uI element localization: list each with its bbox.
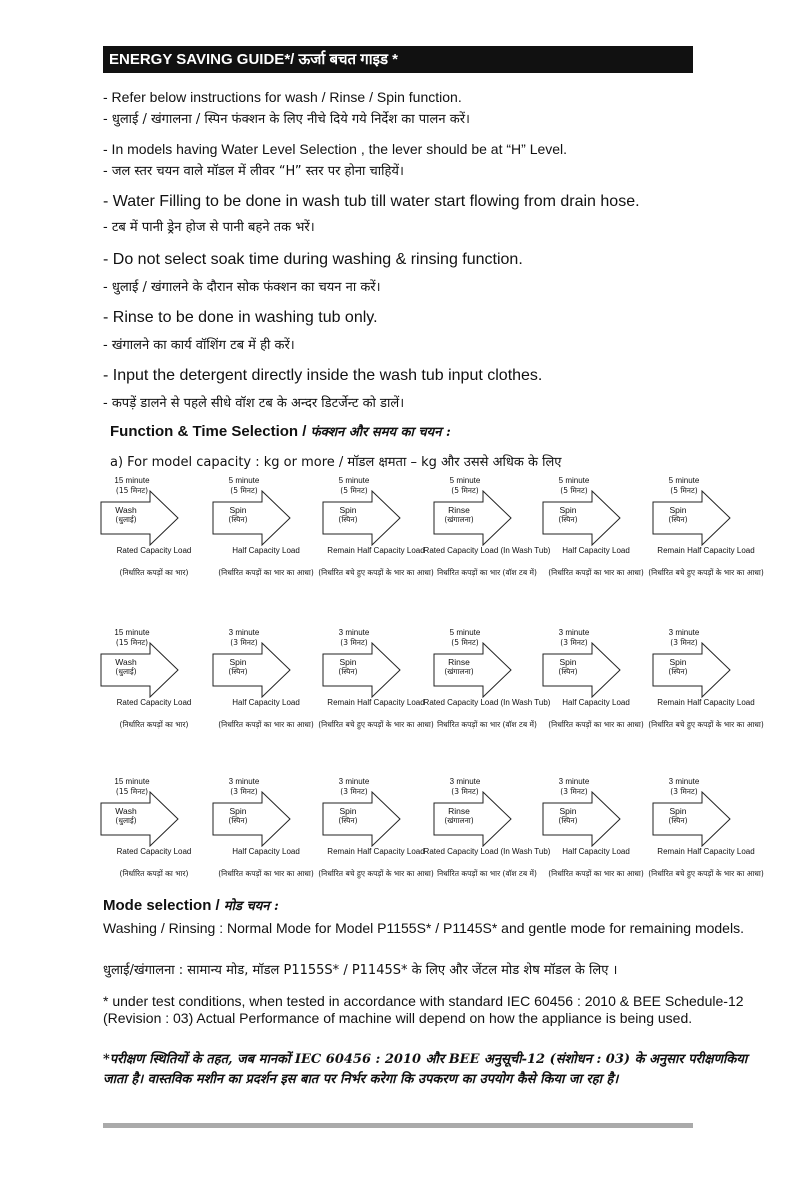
step-time-hi: (3 मिनट) xyxy=(230,787,258,796)
function-step-cell xyxy=(100,777,206,907)
step-load-hi: (निर्धारित बचे हुए कपड़ों के भार का आधा) xyxy=(318,869,434,878)
step-function-en: Spin xyxy=(559,505,577,515)
instruction-3-en: - Water Filling to be done in wash tub till water start flowing from drain hose. xyxy=(103,193,640,210)
step-function-hi: (स्पिन) xyxy=(558,515,578,524)
step-load-en: Remain Half Capacity Load xyxy=(327,847,425,856)
function-section-title xyxy=(110,422,451,440)
step-time-en: 3 minute xyxy=(228,777,260,786)
function-step-cell xyxy=(318,476,434,606)
step-function-hi: (धुलाई) xyxy=(115,667,137,676)
step-load-en: Remain Half Capacity Load xyxy=(657,847,755,856)
step-time-en: 3 minute xyxy=(668,628,700,637)
step-function-hi: (खंगालना) xyxy=(444,515,474,524)
capacity-line-text: a) For model capacity : kg or more / मॉडल क्षमता – kg और उससे अधिक के लिए xyxy=(110,455,562,470)
function-step-cell xyxy=(542,777,648,907)
step-load-hi: (निर्धारित बचे हुए कपड़ों के भार का आधा) xyxy=(318,720,434,729)
instruction-4-en: - Do not select soak time during washing & rinsing function. xyxy=(103,251,523,268)
step-time-en: 15 minute xyxy=(114,777,150,786)
step-function-hi: (स्पिन) xyxy=(338,667,358,676)
function-step-cell xyxy=(212,476,318,606)
function-step-cell xyxy=(212,777,318,907)
function-step-cell xyxy=(542,476,648,606)
step-load-en: Remain Half Capacity Load xyxy=(327,546,425,555)
step-function-hi: (धुलाई) xyxy=(115,816,137,825)
step-time-en: 3 minute xyxy=(338,628,370,637)
step-time-hi: (15 मिनट) xyxy=(115,486,149,495)
step-function-en: Spin xyxy=(339,505,357,515)
instruction-6-hi: - कपड़ें डालने से पहले सीधे वॉश टब के अन्दर डिटर्जेन्ट को डालें। xyxy=(103,396,405,411)
step-function-hi: (स्पिन) xyxy=(558,667,578,676)
step-time-en: 5 minute xyxy=(668,476,700,485)
mode-section-title xyxy=(103,896,279,914)
function-title-hi: फंक्शन और समय का चयन : xyxy=(310,425,451,440)
function-step-cell xyxy=(318,777,434,907)
step-time-hi: (5 मिनट) xyxy=(340,486,368,495)
step-load-hi: (निर्धारित बचे हुए कपड़ों के भार का आधा) xyxy=(648,720,764,729)
mode-text-hi: धुलाई/खंगालना : सामान्य मोड, मॉडल P1155S* / P1145S* के लिए और जेंटल मोड शेष मॉडल के लिए । xyxy=(103,963,618,978)
function-step-cell xyxy=(100,476,206,606)
instruction-5-en: - Rinse to be done in washing tub only. xyxy=(103,309,378,326)
step-function-en: Spin xyxy=(669,657,687,667)
step-time-en: 5 minute xyxy=(449,628,481,637)
instruction-2-hi: - जल स्तर चयन वाले मॉडल में लीवर “H” स्तर पर होना चाहियें। xyxy=(103,164,404,179)
function-step-cell xyxy=(318,628,434,758)
step-load-hi: (निर्धारित कपड़ों का भार का आधा) xyxy=(548,568,644,577)
step-function-en: Rinse xyxy=(448,657,470,667)
step-time-hi: (15 मिनट) xyxy=(115,787,149,796)
step-function-en: Spin xyxy=(559,806,577,816)
step-load-en: Rated Capacity Load (In Wash Tub) xyxy=(423,698,551,707)
instruction-4-hi: - धुलाई / खंगालने के दौरान सोक फंक्शन का चयन ना करें। xyxy=(103,280,381,295)
step-load-hi: निर्धारित कपड़ों का भार (वॉश टब में) xyxy=(437,720,537,729)
step-time-en: 3 minute xyxy=(338,777,370,786)
step-load-hi: (निर्धारित बचे हुए कपड़ों के भार का आधा) xyxy=(648,568,764,577)
step-function-hi: (स्पिन) xyxy=(228,515,248,524)
step-time-hi: (3 मिनट) xyxy=(230,638,258,647)
step-function-hi: (खंगालना) xyxy=(444,667,474,676)
step-time-hi: (3 मिनट) xyxy=(670,787,698,796)
step-time-en: 5 minute xyxy=(338,476,370,485)
step-function-hi: (स्पिन) xyxy=(668,667,688,676)
step-load-en: Half Capacity Load xyxy=(562,698,630,707)
step-load-hi: निर्धारित कपड़ों का भार (वॉश टब में) xyxy=(437,869,537,878)
step-load-hi: (निर्धारित कपड़ों का भार का आधा) xyxy=(218,869,314,878)
step-function-hi: (स्पिन) xyxy=(338,816,358,825)
step-function-en: Spin xyxy=(339,806,357,816)
step-time-hi: (3 मिनट) xyxy=(340,787,368,796)
instruction-2-en: - In models having Water Level Selection , the lever should be at “H” Level. xyxy=(103,141,568,157)
instruction-6-en: - Input the detergent directly inside the wash tub input clothes. xyxy=(103,367,543,384)
step-function-en: Spin xyxy=(559,657,577,667)
function-step-cell xyxy=(423,476,551,606)
mode-title-en: Mode selection / xyxy=(103,897,224,914)
step-function-hi: (स्पिन) xyxy=(228,667,248,676)
step-function-hi: (स्पिन) xyxy=(668,515,688,524)
step-load-en: Rated Capacity Load xyxy=(116,698,192,707)
step-load-en: Rated Capacity Load (In Wash Tub) xyxy=(423,546,551,555)
instruction-1-hi: - धुलाई / खंगालना / स्पिन फंक्शन के लिए नीचे दिये गये निर्देश का पालन करें। xyxy=(103,112,470,127)
step-load-hi: (निर्धारित बचे हुए कपड़ों के भार का आधा) xyxy=(648,869,764,878)
step-load-en: Remain Half Capacity Load xyxy=(327,698,425,707)
step-function-en: Spin xyxy=(229,505,247,515)
function-step-cell xyxy=(100,628,206,758)
test-note-en: * under test conditions, when tested in accordance with standard IEC 60456 : 2010 & BEE Schedule-12 (Revision : 03) Actual Performance of machine will depend on how the appliance is being used. xyxy=(103,993,744,1026)
function-step-cell xyxy=(542,628,648,758)
mode-text-en: Washing / Rinsing : Normal Mode for Model P1155S* / P1145S* and gentle mode for remaining models. xyxy=(103,920,744,936)
step-function-en: Spin xyxy=(229,806,247,816)
step-load-hi: (निर्धारित बचे हुए कपड़ों के भार का आधा) xyxy=(318,568,434,577)
step-load-hi: (निर्धारित कपड़ों का भार) xyxy=(119,720,189,729)
step-load-en: Half Capacity Load xyxy=(232,698,300,707)
step-time-en: 5 minute xyxy=(228,476,260,485)
step-time-hi: (3 मिनट) xyxy=(560,638,588,647)
step-function-en: Spin xyxy=(669,806,687,816)
step-load-en: Rated Capacity Load xyxy=(116,847,192,856)
step-time-en: 3 minute xyxy=(668,777,700,786)
step-function-en: Rinse xyxy=(448,505,470,515)
step-time-en: 3 minute xyxy=(449,777,481,786)
step-load-en: Remain Half Capacity Load xyxy=(657,546,755,555)
step-time-en: 5 minute xyxy=(449,476,481,485)
step-function-en: Rinse xyxy=(448,806,470,816)
step-load-en: Half Capacity Load xyxy=(232,847,300,856)
step-load-hi: (निर्धारित कपड़ों का भार) xyxy=(119,869,189,878)
function-step-cell xyxy=(423,628,551,758)
step-function-en: Wash xyxy=(115,657,137,667)
step-time-en: 3 minute xyxy=(228,628,260,637)
step-load-en: Rated Capacity Load xyxy=(116,546,192,555)
step-function-hi: (धुलाई) xyxy=(115,515,137,524)
step-time-en: 3 minute xyxy=(558,628,590,637)
step-time-hi: (15 मिनट) xyxy=(115,638,149,647)
step-time-hi: (3 मिनट) xyxy=(560,787,588,796)
function-step-cell xyxy=(648,628,764,758)
step-time-en: 5 minute xyxy=(558,476,590,485)
step-load-en: Half Capacity Load xyxy=(232,546,300,555)
capacity-line xyxy=(110,452,561,470)
page-header: ENERGY SAVING GUIDE*/ ऊर्जा बचत गाइड * xyxy=(103,46,693,73)
function-step-cell xyxy=(423,777,551,907)
step-load-hi: (निर्धारित कपड़ों का भार का आधा) xyxy=(548,720,644,729)
instruction-3-hi: - टब में पानी ड्रेन होज से पानी बहने तक भरें। xyxy=(103,220,315,235)
step-load-hi: (निर्धारित कपड़ों का भार का आधा) xyxy=(218,568,314,577)
step-function-en: Wash xyxy=(115,806,137,816)
step-load-en: Rated Capacity Load (In Wash Tub) xyxy=(423,847,551,856)
step-function-en: Spin xyxy=(229,657,247,667)
step-time-hi: (5 मिनट) xyxy=(451,486,479,495)
mode-title-hi: मोड चयन : xyxy=(223,899,279,914)
instruction-5-hi: - खंगालने का कार्य वॉशिंग टब में ही करें। xyxy=(103,338,295,353)
step-time-hi: (3 मिनट) xyxy=(340,638,368,647)
test-note-hi: *परीक्षण स्थितियों के तहत, जब मानकों IEC 60456 : 2010 और BEE अनुसूची-12 (संशोधन : 03) के अनुसार परीक्षणकिया जाता है। वास्तविक मशीन का प्रदर्शन इस बात पर निर्भर करेगा कि उपकरण का उपयोग कैसे किया जा रहा है। xyxy=(103,1052,748,1087)
step-time-hi: (5 मिनट) xyxy=(451,638,479,647)
step-time-en: 15 minute xyxy=(114,628,150,637)
instruction-1-en: - Refer below instructions for wash / Rinse / Spin function. xyxy=(103,89,462,105)
function-step-cell xyxy=(212,628,318,758)
step-function-hi: (स्पिन) xyxy=(228,816,248,825)
step-load-hi: (निर्धारित कपड़ों का भार) xyxy=(119,568,189,577)
step-time-hi: (3 मिनट) xyxy=(670,638,698,647)
step-load-hi: निर्धारित कपड़ों का भार (वॉश टब में) xyxy=(437,568,537,577)
step-function-en: Wash xyxy=(115,505,137,515)
step-time-hi: (5 मिनट) xyxy=(560,486,588,495)
step-function-hi: (स्पिन) xyxy=(668,816,688,825)
step-load-en: Remain Half Capacity Load xyxy=(657,698,755,707)
step-function-hi: (स्पिन) xyxy=(338,515,358,524)
step-load-en: Half Capacity Load xyxy=(562,546,630,555)
step-load-hi: (निर्धारित कपड़ों का भार का आधा) xyxy=(548,869,644,878)
step-time-hi: (5 मिनट) xyxy=(230,486,258,495)
step-time-hi: (5 मिनट) xyxy=(670,486,698,495)
step-time-en: 3 minute xyxy=(558,777,590,786)
step-load-en: Half Capacity Load xyxy=(562,847,630,856)
step-load-hi: (निर्धारित कपड़ों का भार का आधा) xyxy=(218,720,314,729)
footer-rule xyxy=(103,1123,693,1128)
step-function-en: Spin xyxy=(669,505,687,515)
function-step-cell xyxy=(648,476,764,606)
step-time-hi: (3 मिनट) xyxy=(451,787,479,796)
step-function-en: Spin xyxy=(339,657,357,667)
function-step-cell xyxy=(648,777,764,907)
function-title-en: Function & Time Selection / xyxy=(110,423,311,440)
step-function-hi: (खंगालना) xyxy=(444,816,474,825)
step-time-en: 15 minute xyxy=(114,476,150,485)
step-function-hi: (स्पिन) xyxy=(558,816,578,825)
